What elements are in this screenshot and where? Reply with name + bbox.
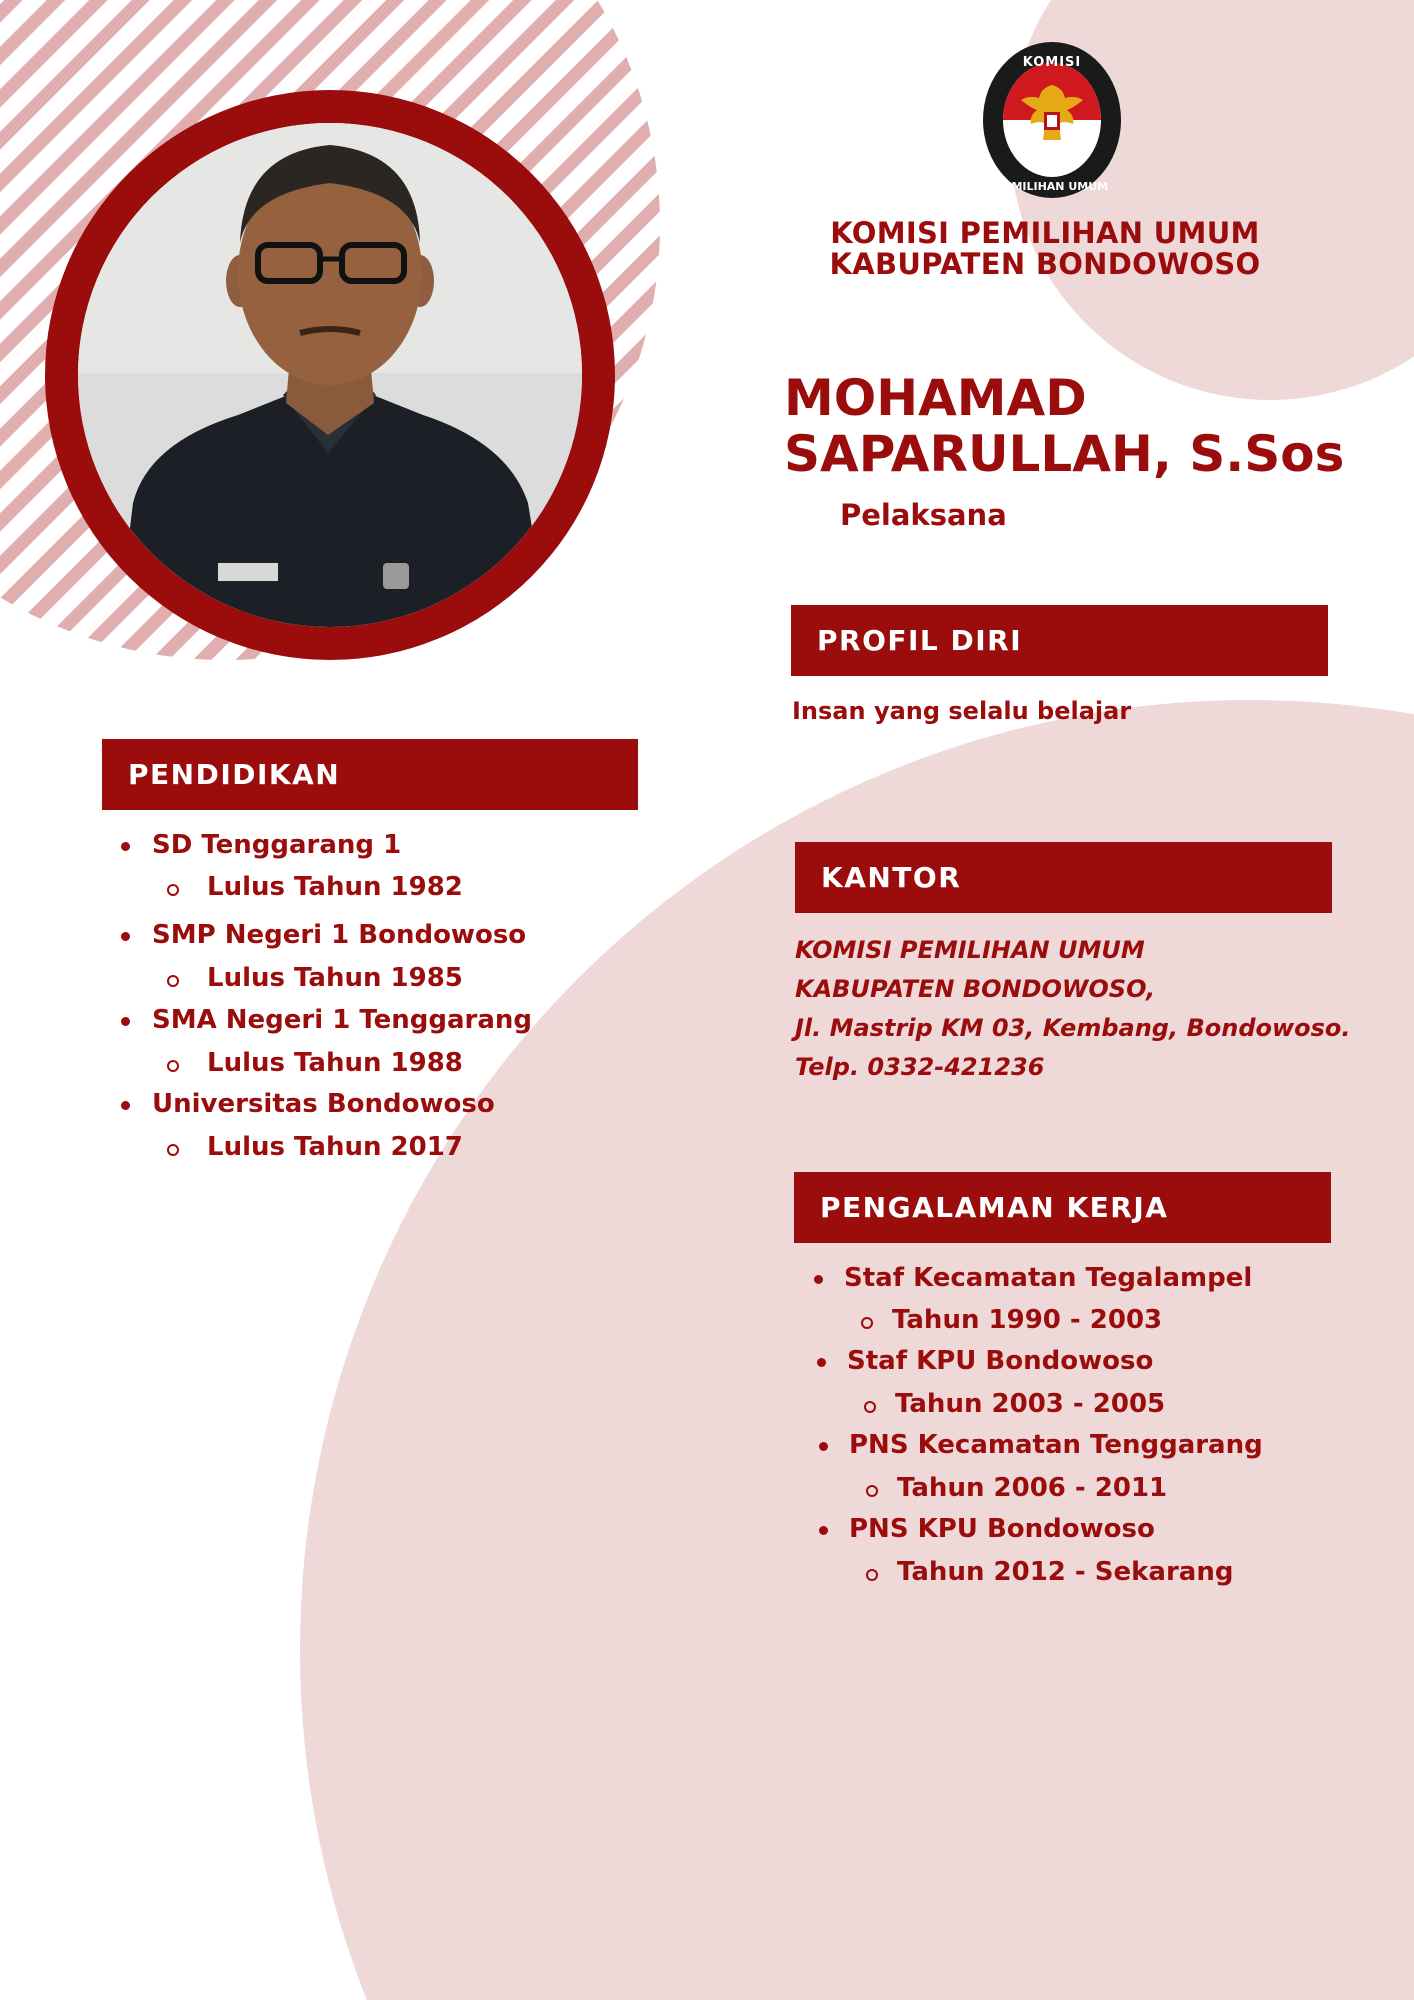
bullet-ring-icon — [167, 975, 179, 987]
office-line-1: KOMISI PEMILIHAN UMUM — [795, 936, 1145, 964]
bullet-ring-icon — [167, 1060, 179, 1072]
list-item: Tahun 2012 - Sekarang — [897, 1557, 1234, 1587]
org-name-line2: KABUPATEN BONDOWOSO — [829, 247, 1261, 281]
profil-text: Insan yang selalu belajar — [792, 697, 1132, 725]
pendidikan-heading: PENDIDIKAN — [102, 739, 638, 810]
bullet-icon — [121, 932, 130, 941]
bullet-ring-icon — [861, 1317, 873, 1329]
list-item: Lulus Tahun 1982 — [207, 872, 463, 902]
person-role: Pelaksana — [840, 498, 1007, 532]
bullet-ring-icon — [866, 1569, 878, 1581]
list-item: PNS Kecamatan Tenggarang — [849, 1430, 1263, 1460]
list-item: Lulus Tahun 2017 — [207, 1132, 463, 1162]
bullet-icon — [817, 1358, 826, 1367]
bullet-ring-icon — [866, 1485, 878, 1497]
logo-top-text: KOMISI — [1022, 55, 1082, 70]
kantor-heading: KANTOR — [795, 842, 1332, 913]
list-item: SMA Negeri 1 Tenggarang — [152, 1005, 533, 1035]
person-name — [784, 370, 1344, 482]
list-item: SD Tenggarang 1 — [152, 830, 402, 860]
org-name-line1: KOMISI PEMILIHAN UMUM — [830, 216, 1260, 250]
profil-heading: PROFIL DIRI — [791, 605, 1328, 676]
list-item: Lulus Tahun 1985 — [207, 963, 463, 993]
list-item: PNS KPU Bondowoso — [849, 1514, 1155, 1544]
person-name-line2: SAPARULLAH, S.Sos — [784, 425, 1345, 483]
bullet-icon — [121, 842, 130, 851]
list-item: SMP Negeri 1 Bondowoso — [152, 920, 527, 950]
logo-bottom-text: PEMILIHAN UMUM — [995, 180, 1109, 193]
bullet-icon — [121, 1017, 130, 1026]
list-item: Staf Kecamatan Tegalampel — [844, 1263, 1253, 1293]
list-item: Lulus Tahun 1988 — [207, 1048, 463, 1078]
bullet-icon — [121, 1101, 130, 1110]
list-item: Staf KPU Bondowoso — [847, 1346, 1154, 1376]
list-item: Tahun 2003 - 2005 — [895, 1389, 1166, 1419]
office-phone: Telp. 0332-421236 — [795, 1053, 1045, 1081]
portrait-illustration — [78, 123, 582, 627]
bullet-icon — [819, 1442, 828, 1451]
bullet-ring-icon — [167, 884, 179, 896]
pengalaman-heading: PENGALAMAN KERJA — [794, 1172, 1331, 1243]
person-name-line1: MOHAMAD — [784, 369, 1087, 427]
list-item: Tahun 1990 - 2003 — [892, 1305, 1163, 1335]
bullet-ring-icon — [864, 1401, 876, 1413]
office-line-2: KABUPATEN BONDOWOSO, — [795, 975, 1156, 1003]
profile-photo-frame — [45, 90, 615, 660]
profile-photo — [78, 123, 582, 627]
list-item: Universitas Bondowoso — [152, 1089, 495, 1119]
bullet-icon — [814, 1275, 823, 1284]
bullet-icon — [819, 1526, 828, 1535]
list-item: Tahun 2006 - 2011 — [897, 1473, 1168, 1503]
office-address: Jl. Mastrip KM 03, Kembang, Bondowoso. — [795, 1014, 1351, 1042]
kpu-logo — [981, 40, 1123, 200]
bullet-ring-icon — [167, 1144, 179, 1156]
